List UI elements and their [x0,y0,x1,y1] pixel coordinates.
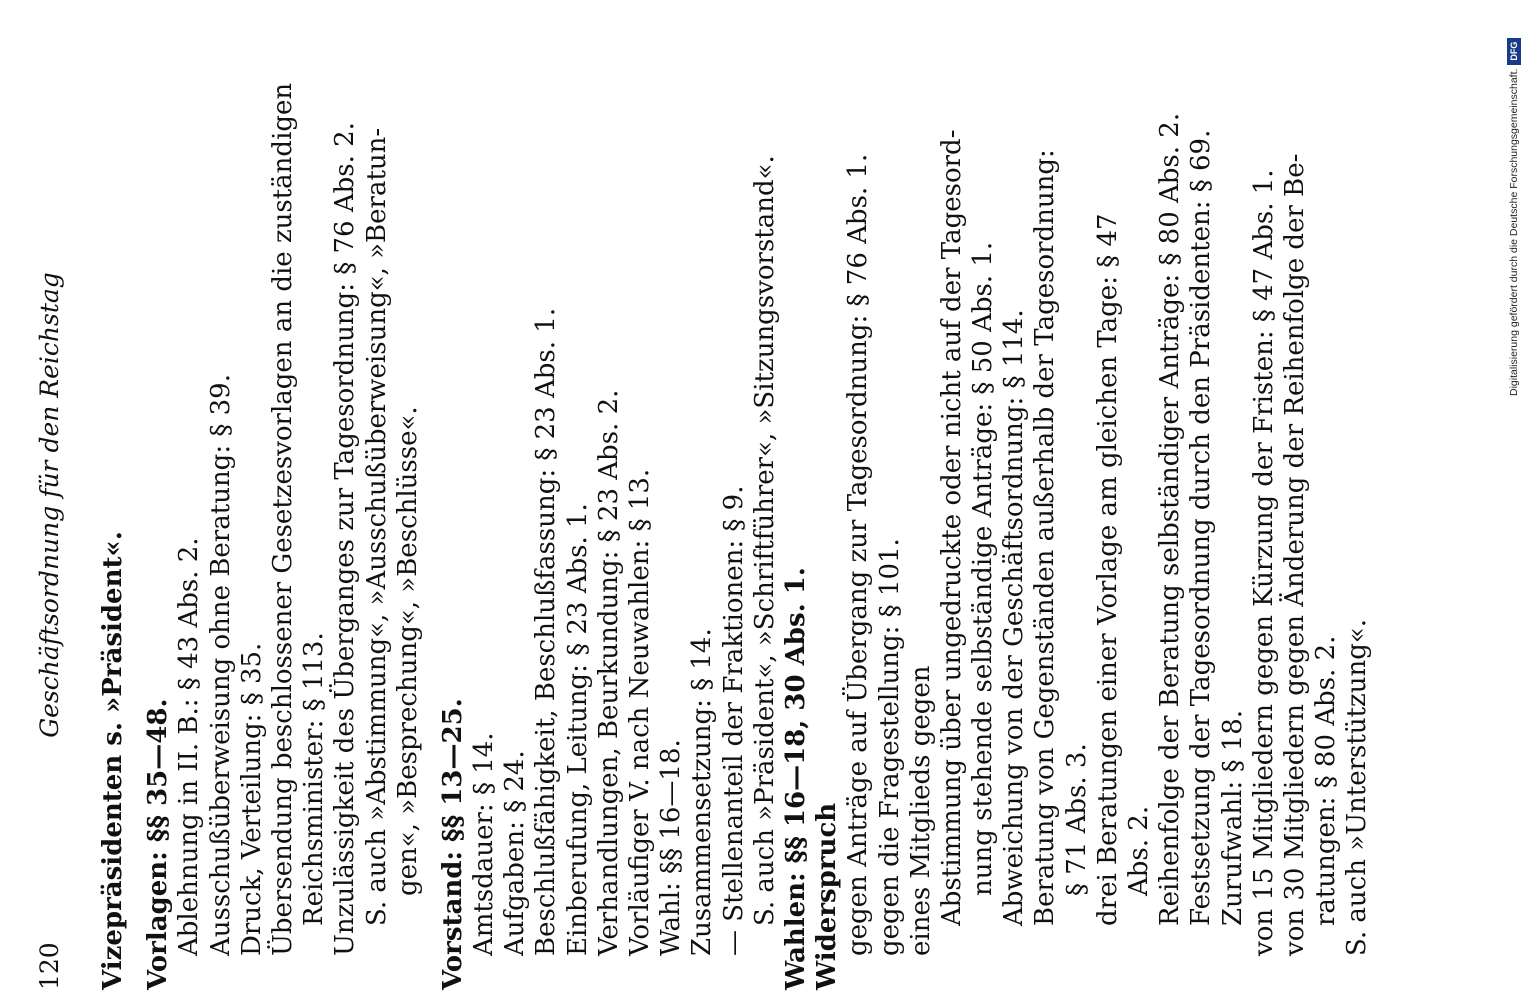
index-entry: Zusammensetzung: § 14. [687,628,718,956]
digitization-stamp [1498,6,1521,396]
index-entry: S. auch »Präsident«, »Schriftführer«, »Sitzungsvorstand«. [749,155,780,926]
index-entry: Übersendung beschlossener Gesetzesvorlagen an die zuständigen [267,82,298,956]
index-entry: Abweichung von der Geschäftsordnung: § 114. [999,309,1030,926]
index-body [98,50,1374,990]
index-entry: S. auch »Unterstützung«. [1342,618,1373,956]
index-entry: Beschlußfähigkeit, Beschlußfassung: § 23 Abs. 1. [531,307,562,956]
index-entry: Druck, Verteilung: § 35. [236,642,267,956]
index-entry: drei Beratungen einer Vorlage am gleichen Tage: § 47 [1092,213,1123,926]
rotated-page-content [30,10,1490,990]
index-entry: Einberufung, Leitung: § 23 Abs. 1. [562,503,593,956]
index-entry: gegen Anträge auf Übergang zur Tagesordnung: § 76 Abs. 1. [843,153,874,956]
index-heading: Vorlagen: §§ 35—48. [143,698,174,990]
index-entry: Ablehnung in II. B.: § 43 Abs. 2. [174,537,205,956]
index-entry: Abs. 2. [1124,805,1154,896]
section-gap [129,50,143,990]
index-entry: gen«, »Besprechung«, »Beschlüsse«. [392,406,423,896]
index-entry: — Stellenanteil der Fraktionen: § 9. [718,485,749,956]
index-entry: von 30 Mitgliedern gegen Änderung der Reihenfolge der Be- [1279,153,1310,956]
index-entry: Vorläufiger V. nach Neuwahlen: § 13. [625,468,655,956]
dfg-logo: DFG [1507,38,1521,65]
index-heading: Widerspruch [812,802,843,990]
index-entry: von 15 Mitgliedern gegen Kürzung der Fristen: § 47 Abs. 1. [1248,169,1279,956]
index-heading: Wahlen: §§ 16—18, 30 Abs. 1. [780,567,811,990]
running-head: Geschäftsordnung für den Reichstag [35,272,64,738]
index-entry: gegen die Fragestellung: § 101. [874,538,905,956]
index-heading: Vizepräsidenten s. »Präsident«. [98,531,128,990]
index-entry: Amtsdauer: § 14. [469,732,500,956]
index-entry: Ausschußüberweisung ohne Beratung: § 39. [205,374,236,956]
page-number: 120 [35,942,64,990]
index-heading: Vorstand: §§ 13—25. [437,698,468,990]
index-entry: Festsetzung der Tagesordnung durch den Präsidenten: § 69. [1186,129,1217,926]
index-entry: Reihenfolge der Beratung selbständiger Anträge: § 80 Abs. 2. [1155,112,1186,926]
index-entry: Zurufwahl: § 18. [1217,709,1248,926]
index-entry: eines Mitglieds gegen [905,665,936,956]
index-entry: ratungen: § 80 Abs. 2. [1311,635,1342,926]
index-entry: Reichsminister: § 113. [299,632,330,926]
index-entry: nung stehende selbständige Anträge: § 50 Abs. 1. [968,241,999,896]
stamp-text: Digitalisierung gefördert durch die Deutsche Forschungsgemeinschaft. [1508,68,1520,396]
index-entry: Unzulässigkeit des Überganges zur Tagesordnung: § 76 Abs. 2. [330,122,361,956]
index-entry: § 71 Abs. 3. [1061,743,1092,896]
section-gap [424,50,438,990]
index-entry: S. auch »Abstimmung«, »Ausschußüberweisung«, »Beratun- [361,127,392,926]
index-entry: Beratung von Gegenständen außerhalb der Tagesordnung: [1030,149,1061,926]
index-entry: Verhandlungen, Beurkundung: § 23 Abs. 2. [593,389,624,956]
page-header [30,20,70,990]
index-entry: Aufgaben: § 24. [500,750,531,956]
index-entry: Abstimmung über ungedruckte oder nicht auf der Tagesord- [936,129,967,926]
index-entry: Wahl: §§ 16—18. [656,739,687,956]
